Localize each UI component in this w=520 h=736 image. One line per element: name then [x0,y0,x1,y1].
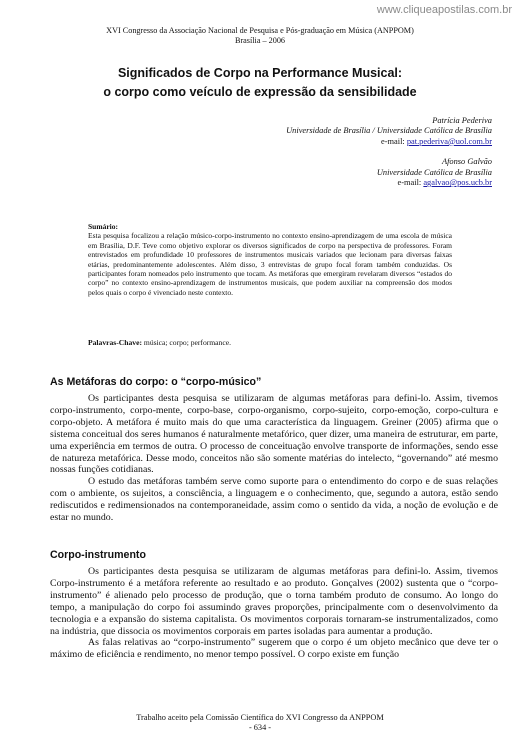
author-name: Afonso Galvão [441,157,492,167]
paragraph: Os participantes desta pesquisa se utilizaram de algumas metáforas para defini-lo. Assim, tivemos Corpo-instrumento é a metáfora referente ao resultado e ao produto. Gonçalves (2002) sustenta que o “corpo-instrumento” é alienado pelo processo de produção, que o torna também produto de consumo. Ao longo do tempo, a manipulação do corpo foi assumindo graves proporções, principalmente com o desenvolvimento da tecnologia e a expansão do sistema capitalista. Os movimentos corporais tornaram-se instrumentalizados, como na indústria, que dissocia os movimentos corporais em partes isoladas para aumentar a produção. [50,566,498,637]
page-footer [40,713,480,733]
conference-location: Brasília – 2006 [234,36,286,45]
paragraph: As falas relativas ao “corpo-instrumento” sugerem que o corpo é um objeto mecânico que deve ter o máximo de eficiência e rendimento, no menor tempo possível. O corpo existe em função [50,637,498,661]
author-block [162,157,492,188]
abstract [88,222,452,297]
watermark-url[interactable]: www.cliqueapostilas.com.br [376,4,512,16]
paragraph: Os participantes desta pesquisa se utilizaram de algumas metáforas para defini-lo. Assim, tivemos corpo-instrumento, corpo-mente, corpo-base, corpo-organismo, corpo-sujeito, corpo-emoção, corpo-cultura e corpo-objeto. A metáfora é muito mais do que uma característica da linguagem. Greiner (2005) afirma que o sistema conceitual dos seres humanos é naturalmente metafórico, quer dizer, uma maneira de estruturar, em parte, uma experiência em termos de outra. O processo de conceituação envolve transporte de informações, sendo esse de natureza metafórica. Desse modo, conceitos não são somente matérias do intelecto, “governando” até mesmo nossas funções cotidianas. [50,393,498,476]
author-name: Patrícia Pederiva [432,116,492,125]
paper-title [40,64,480,102]
section-heading: Corpo-instrumento [50,549,146,561]
conference-name: XVI Congresso da Associação Nacional de Pesquisa e Pós-graduação em Música (ANPPOM) [106,26,414,35]
abstract-label: Sumário: [88,222,118,231]
section-heading: As Metáforas do corpo: o “corpo-músico” [50,376,262,388]
conference-header [40,26,480,46]
keywords [88,338,452,348]
author-institution: Universidade de Brasília / Universidade Católica de Brasília [286,126,492,136]
paper-title-line-1: Significados de Corpo na Performance Musical: [117,66,403,80]
email-label: e-mail: [397,178,422,188]
author-email-line [162,137,492,147]
footer-note: Trabalho aceito pela Comissão Científica do XVI Congresso da ANPPOM [136,713,384,722]
abstract-text: Esta pesquisa focalizou a relação músico-corpo-instrumento no contexto ensino-aprendizagem de uma escola de música em Brasília, D.F. Teve como objetivo explorar os diversos significados de corpo na perspectiva de professores. Foram entrevistados em profundidade 10 professores de instrumentos musicais variados que lecionam para diversas faixas etárias, predominantemente adolescentes. Além disso, 3 entrevistas de grupo focal foram também conduzidas. Os participantes foram nomeados pelo instrumento que tocam. As metáforas que emergiram revelaram diversos “estados do corpo” no contexto ensino-aprendizagem de instrumentos musicais, que podem auxiliar na compreensão dos modos pelos quais o corpo é vivenciado neste contexto. [88,231,452,297]
author-email-link[interactable]: agalvao@pos.ucb.br [423,178,492,188]
author-block [162,116,492,147]
paper-title-line-2: o corpo como veículo de expressão da sensibilidade [103,85,417,99]
author-institution: Universidade Católica de Brasília [376,167,492,177]
section-body [50,566,498,661]
section-body [50,393,498,524]
keywords-label: Palavras-Chave: [88,338,142,347]
paragraph: O estudo das metáforas também serve como suporte para o entendimento do corpo e de suas relações com o ambiente, os sujeitos, a consciência, a linguagem e o conhecimento, que, segundo a autora, estão sendo rediscutidos e redimensionados na contemporaneidade, assim como o sentido da vida, a noção de evolução e de estar no mundo. [50,476,498,524]
email-label: e-mail: [381,136,405,146]
author-list [162,116,492,198]
author-email-link[interactable]: pat.pederiva@uol.com.br [406,136,492,146]
author-email-line [162,178,492,188]
page-number: - 634 - [248,723,272,732]
keywords-text: música; corpo; performance. [143,338,231,347]
